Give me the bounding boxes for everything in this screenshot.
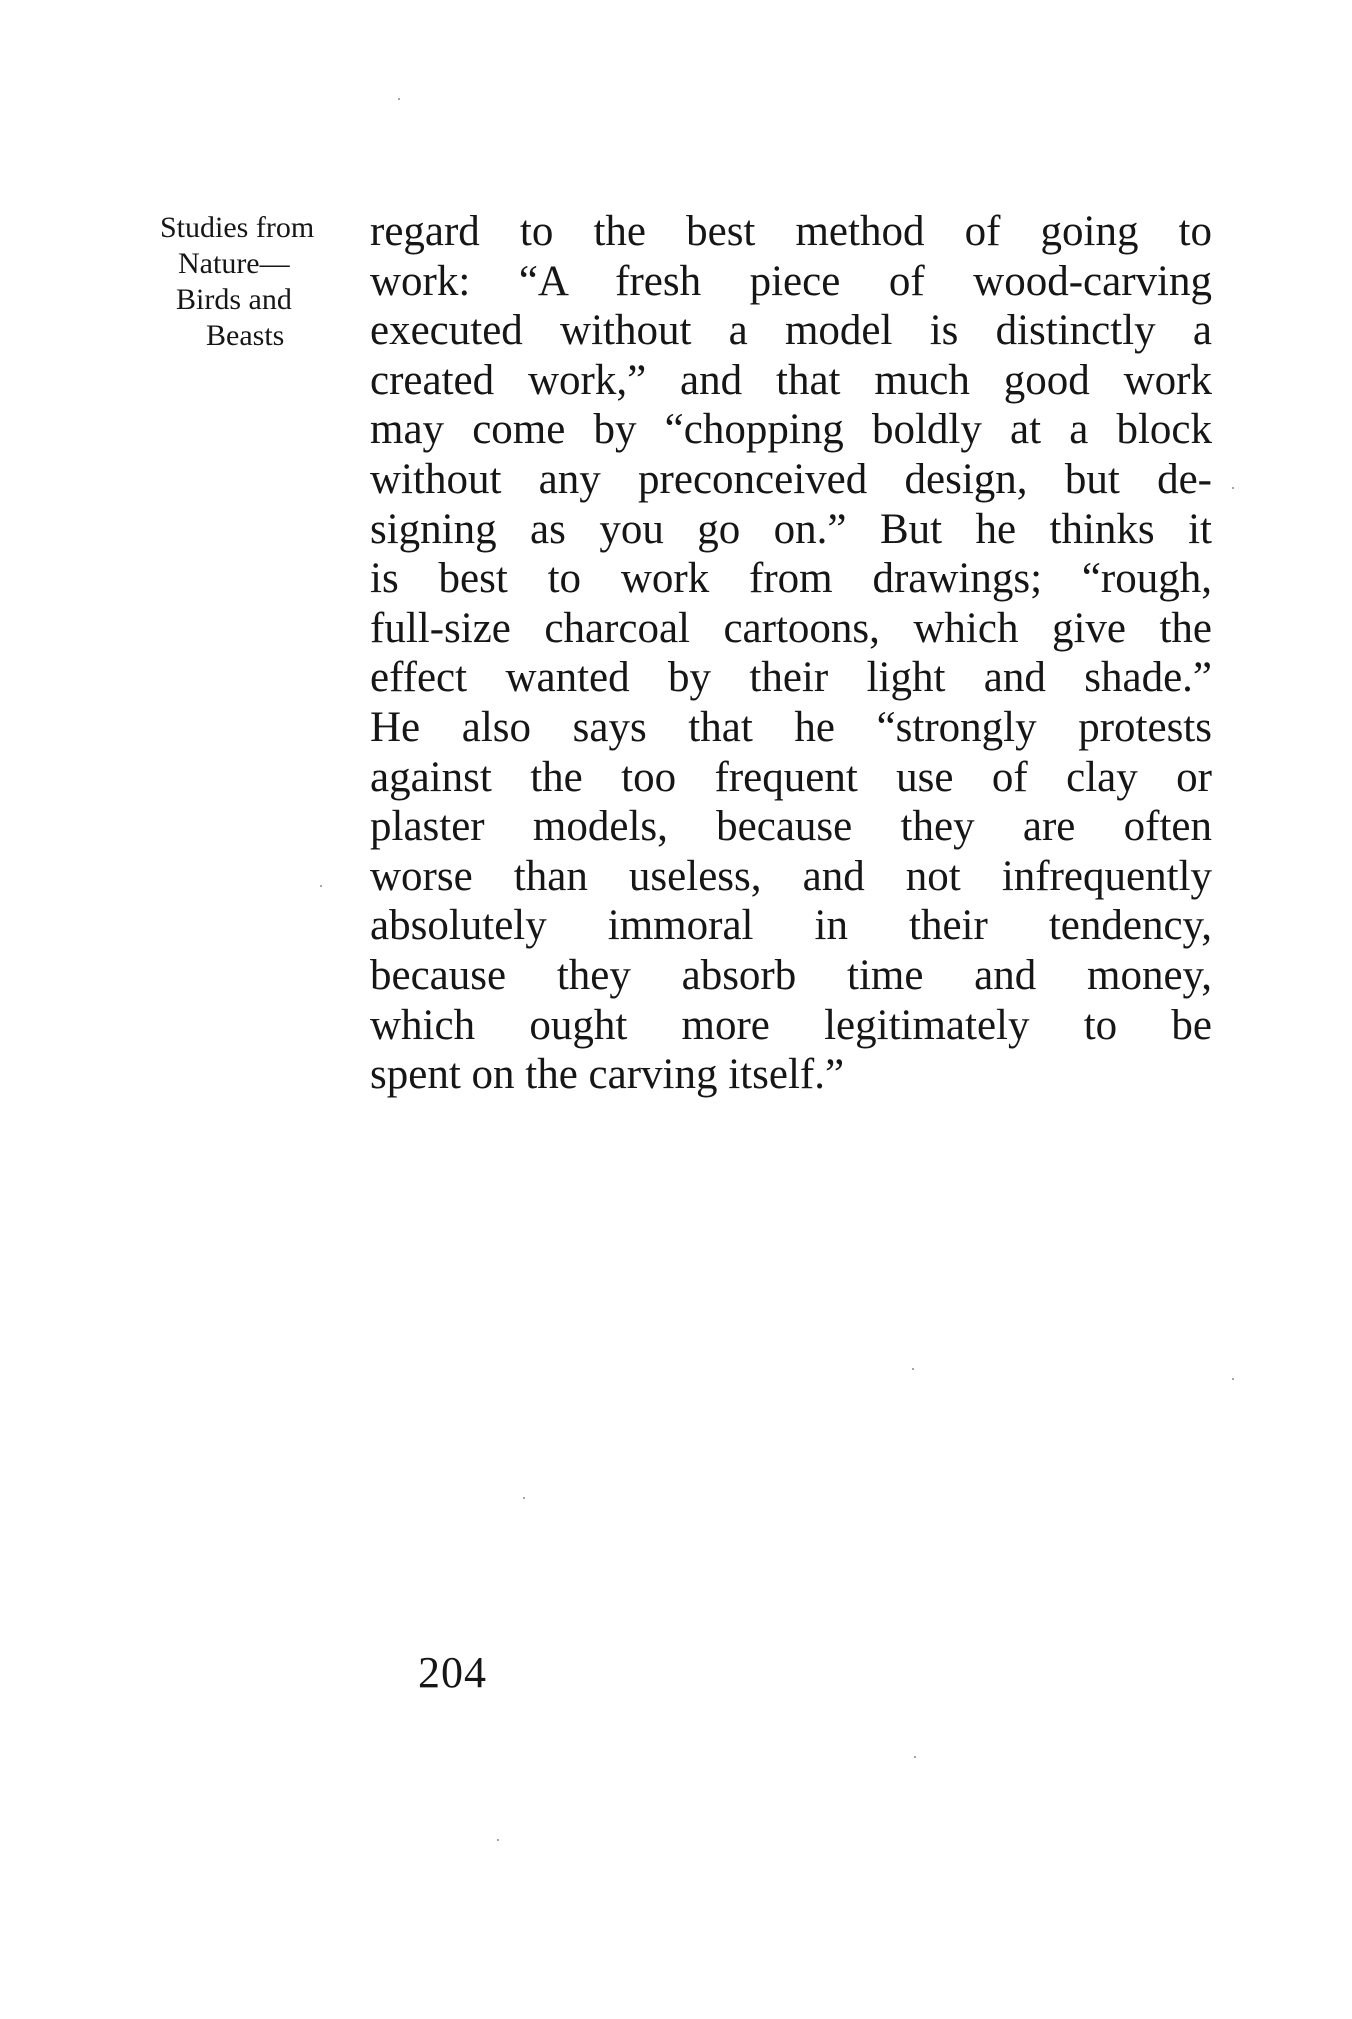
text-line: is best to work from drawings; “rough, (370, 555, 1212, 603)
text-line: effect wanted by their light and shade.” (370, 654, 1212, 702)
scan-speck (320, 885, 322, 887)
scan-speck (1232, 1378, 1234, 1380)
text-line: absolutely immoral in their tendency, (370, 902, 1212, 950)
body-paragraph (370, 207, 1212, 1100)
text-line: executed without a model is distinctly a (370, 307, 1212, 355)
text-line: against the too frequent use of clay or (370, 753, 1212, 801)
sidenote-line: Studies from (160, 211, 315, 244)
text-line: regard to the best method of going to (370, 208, 1212, 255)
scan-speck (1232, 487, 1234, 489)
sidenote-line: Nature— (178, 247, 290, 280)
sidenote-line: Birds and (176, 283, 292, 316)
text-line: created work,” and that much good work (370, 356, 1212, 404)
scan-speck (912, 1368, 914, 1370)
text-line: without any preconceived design, but de- (370, 455, 1212, 503)
text-line: which ought more legitimately to be (370, 1001, 1212, 1049)
text-line: because they absorb time and money, (370, 951, 1212, 999)
scan-speck (523, 1497, 525, 1499)
sidenote-line: Beasts (206, 319, 285, 352)
scan-speck (398, 98, 400, 100)
text-line: signing as you go on.” But he thinks it (370, 505, 1212, 553)
scan-speck (497, 1839, 499, 1841)
text-line: work: “A fresh piece of wood-carving (370, 257, 1212, 305)
text-line: He also says that he “strongly protests (370, 703, 1212, 751)
text-line: plaster models, because they are often (370, 803, 1212, 851)
scan-speck (914, 1756, 916, 1758)
text-line: worse than useless, and not infrequently (370, 852, 1212, 900)
page-number: 204 (418, 1648, 487, 1697)
text-line: spent on the carving itself.” (370, 1051, 845, 1099)
margin-sidenote (160, 210, 355, 354)
text-line: full-size charcoal cartoons, which give the (370, 604, 1212, 652)
text-line: may come by “chopping boldly at a block (370, 406, 1212, 454)
